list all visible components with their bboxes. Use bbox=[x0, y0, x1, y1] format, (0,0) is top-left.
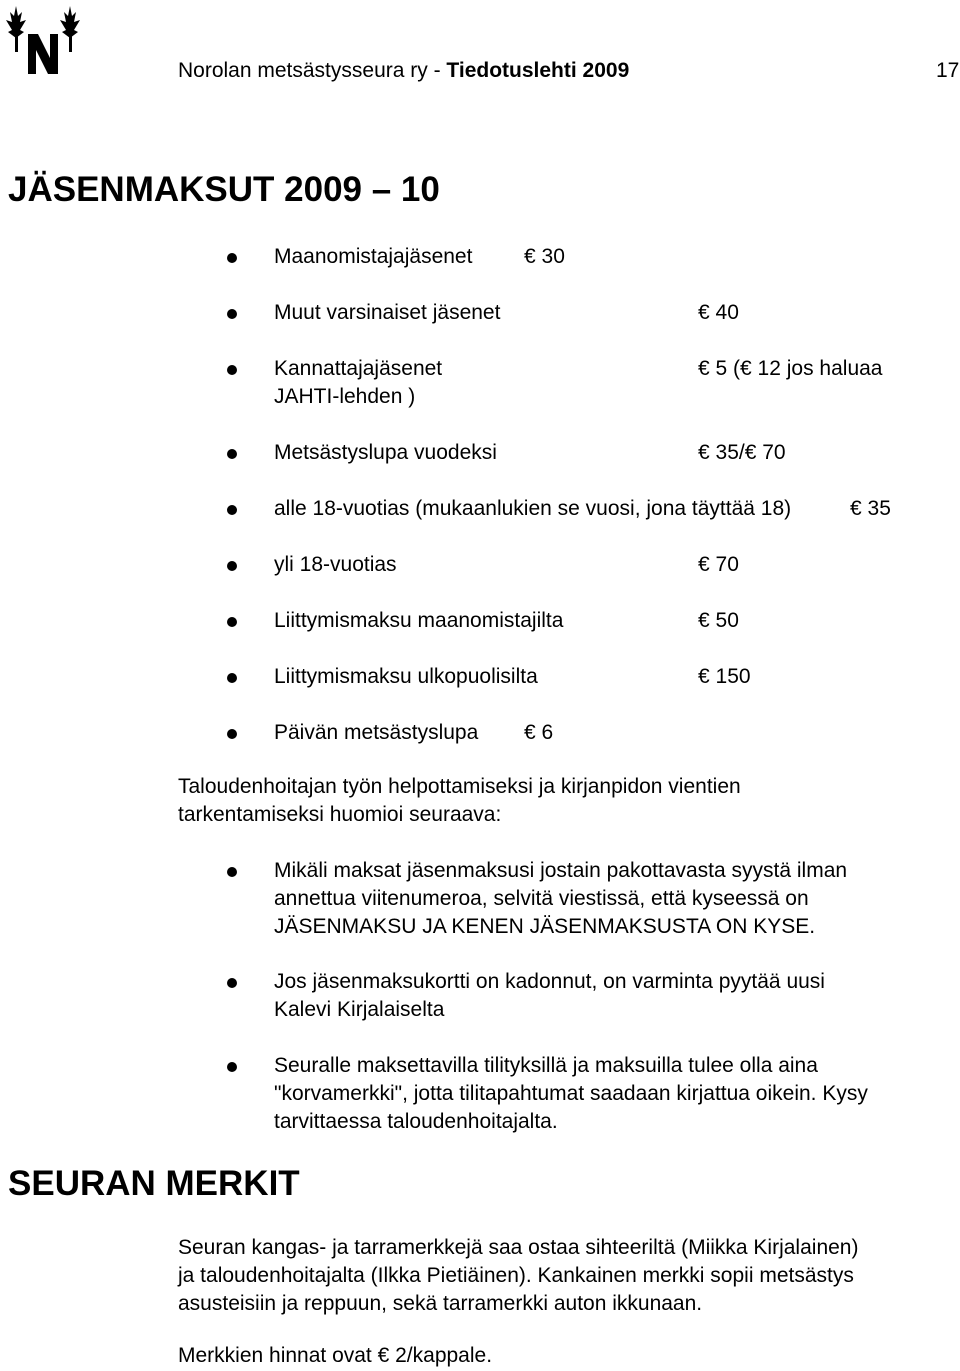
bullet-icon bbox=[227, 449, 237, 459]
fee-item bbox=[0, 243, 960, 299]
bullet-icon bbox=[227, 561, 237, 571]
fee-amount: € 6 bbox=[524, 721, 554, 744]
fee-label: Kannattajajäsenet bbox=[274, 357, 443, 380]
instruction-text: Mikäli maksat jäsenmaksusi jostain pakottavasta syystä ilman annettua viitenumeroa, selvitä viestissä, että kyseessä on JÄSENMAKSU JA KENEN JÄSENMAKSUSTA ON KYSE. bbox=[274, 859, 848, 938]
bullet-icon bbox=[227, 505, 237, 515]
fee-label: Metsästyslupa vuodeksi bbox=[274, 441, 497, 464]
instructions-intro: Taloudenhoitajan työn helpottamiseksi ja kirjanpidon vientien tarkentamiseksi huomioi seuraava: bbox=[178, 775, 741, 826]
fee-amount: € 70 bbox=[698, 553, 739, 576]
fee-item bbox=[0, 439, 960, 495]
bullet-icon bbox=[227, 365, 237, 375]
fee-amount: € 150 bbox=[698, 665, 751, 688]
fee-amount: € 35 bbox=[850, 497, 891, 520]
fee-amount: € 35/€ 70 bbox=[698, 441, 786, 464]
bullet-icon bbox=[227, 867, 237, 877]
fee-item bbox=[0, 719, 960, 775]
fee-item bbox=[0, 355, 960, 411]
fee-amount: € 30 bbox=[524, 245, 565, 268]
instruction-text: Seuralle maksettavilla tilityksillä ja maksuilla tulee olla aina "korvamerkki", jotta tilitapahtumat saadaan kirjattua oikein. Kysy tarvittaessa taloudenhoitajalta. bbox=[274, 1054, 868, 1133]
fee-item bbox=[0, 551, 960, 607]
fee-amount: € 40 bbox=[698, 301, 739, 324]
fee-label: Päivän metsästyslupa bbox=[274, 721, 479, 744]
header-line bbox=[178, 58, 629, 84]
fee-label: Maanomistajajäsenet bbox=[274, 245, 473, 268]
badges-paragraph: Seuran kangas- ja tarramerkkejä saa ostaa sihteeriltä (Miikka Kirjalainen) ja taloudenhoitajalta (Ilkka Pietiäinen). Kankainen merkki sopii metsästys asusteisiin ja reppuun, sekä tarramerkki auton ikkunaan. bbox=[178, 1236, 859, 1315]
bullet-icon bbox=[227, 729, 237, 739]
fee-item bbox=[0, 663, 960, 719]
bullet-icon bbox=[227, 617, 237, 627]
fee-label: Muut varsinaiset jäsenet bbox=[274, 301, 501, 324]
bullet-icon bbox=[227, 253, 237, 263]
header-org: Norolan metsästysseura ry - bbox=[178, 59, 447, 82]
badges-price: Merkkien hinnat ovat € 2/kappale. bbox=[178, 1344, 493, 1367]
fee-label: yli 18-vuotias bbox=[274, 553, 397, 576]
bullet-icon bbox=[227, 1062, 237, 1072]
fee-label: Liittymismaksu ulkopuolisilta bbox=[274, 665, 538, 688]
bullet-icon bbox=[227, 978, 237, 988]
fee-item bbox=[0, 607, 960, 663]
bullet-icon bbox=[227, 309, 237, 319]
fee-amount: € 50 bbox=[698, 609, 739, 632]
page-number: 17 bbox=[936, 59, 960, 82]
fee-label: alle 18-vuotias (mukaanlukien se vuosi, jona täyttää 18) bbox=[274, 497, 792, 520]
fee-item bbox=[0, 299, 960, 355]
fee-label: Liittymismaksu maanomistajilta bbox=[274, 609, 564, 632]
bullet-icon bbox=[227, 673, 237, 683]
badges-title: SEURAN MERKIT bbox=[8, 1164, 300, 1203]
club-logo bbox=[4, 4, 82, 78]
header-bulletin: Tiedotuslehti 2009 bbox=[446, 59, 630, 82]
fees-title: JÄSENMAKSUT 2009 – 10 bbox=[8, 170, 440, 209]
fee-amount: € 5 (€ 12 jos haluaa bbox=[698, 357, 883, 380]
fee-label-cont: JAHTI-lehden ) bbox=[274, 385, 416, 408]
instruction-text: Jos jäsenmaksukortti on kadonnut, on varminta pyytää uusi Kalevi Kirjalaiselta bbox=[274, 970, 825, 1021]
fee-item bbox=[0, 495, 960, 551]
